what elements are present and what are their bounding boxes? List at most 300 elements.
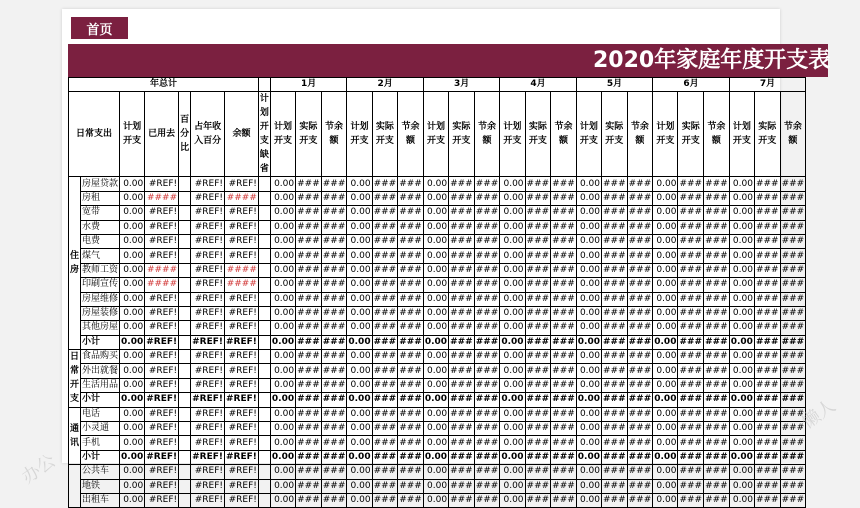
month-actual-value[interactable]: ###: [372, 465, 398, 479]
month-save-value[interactable]: ###: [551, 206, 577, 220]
month-actual-value[interactable]: ###: [602, 306, 628, 320]
balance-value[interactable]: #REF!: [225, 177, 259, 191]
month-header[interactable]: 3月: [423, 78, 499, 92]
month-plan-header[interactable]: 计划开支: [576, 92, 601, 177]
month-plan-value[interactable]: 0.00: [653, 220, 678, 234]
percent-value[interactable]: [179, 436, 191, 450]
month-save-value[interactable]: ###: [780, 465, 806, 479]
month-save-value[interactable]: ###: [704, 234, 730, 248]
month-save-value[interactable]: ###: [321, 191, 347, 205]
month-plan-header[interactable]: 计划开支: [423, 92, 448, 177]
month-save-value[interactable]: ###: [321, 206, 347, 220]
income-percent-value[interactable]: #REF!: [191, 422, 225, 436]
month-actual-value[interactable]: ###: [449, 263, 475, 277]
used-value[interactable]: #REF!: [145, 177, 179, 191]
month-actual-value[interactable]: ###: [449, 422, 475, 436]
month-save-value[interactable]: ###: [474, 493, 500, 507]
month-plan-value[interactable]: 0.00: [576, 335, 601, 349]
month-actual-value[interactable]: ###: [754, 407, 780, 421]
month-save-value[interactable]: ###: [627, 436, 653, 450]
month-save-value[interactable]: ###: [398, 479, 424, 493]
month-plan-value[interactable]: 0.00: [423, 393, 448, 407]
month-save-value[interactable]: ###: [780, 234, 806, 248]
month-actual-value[interactable]: ###: [296, 450, 322, 464]
month-actual-value[interactable]: ###: [678, 436, 704, 450]
plan-value[interactable]: 0.00: [120, 479, 145, 493]
month-save-value[interactable]: ###: [627, 393, 653, 407]
percent-value[interactable]: [179, 465, 191, 479]
month-plan-value[interactable]: 0.00: [500, 335, 525, 349]
month-actual-value[interactable]: ###: [449, 407, 475, 421]
month-plan-value[interactable]: 0.00: [347, 278, 372, 292]
month-save-value[interactable]: ###: [551, 422, 577, 436]
plan-gap-value[interactable]: [258, 407, 270, 421]
month-save-value[interactable]: ###: [780, 407, 806, 421]
year-total-header[interactable]: 年总计: [69, 78, 259, 92]
month-save-value[interactable]: ###: [398, 493, 424, 507]
item-label[interactable]: 小灵通: [81, 422, 120, 436]
month-save-value[interactable]: ###: [398, 321, 424, 335]
month-actual-value[interactable]: ###: [525, 292, 551, 306]
item-label[interactable]: 印刷宣传: [81, 278, 120, 292]
month-plan-value[interactable]: 0.00: [423, 407, 448, 421]
month-actual-value[interactable]: ###: [602, 234, 628, 248]
month-actual-value[interactable]: ###: [449, 378, 475, 392]
month-actual-value[interactable]: ###: [678, 292, 704, 306]
month-actual-value[interactable]: ###: [525, 378, 551, 392]
month-actual-value[interactable]: ###: [449, 479, 475, 493]
month-actual-value[interactable]: ###: [372, 422, 398, 436]
month-actual-value[interactable]: ###: [372, 249, 398, 263]
month-actual-header[interactable]: 实际开支: [296, 92, 322, 177]
month-actual-value[interactable]: ###: [678, 278, 704, 292]
month-actual-value[interactable]: ###: [372, 335, 398, 349]
month-save-value[interactable]: ###: [474, 479, 500, 493]
month-actual-value[interactable]: ###: [525, 306, 551, 320]
month-actual-value[interactable]: ###: [678, 306, 704, 320]
month-plan-value[interactable]: 0.00: [347, 220, 372, 234]
month-save-value[interactable]: ###: [474, 306, 500, 320]
item-label[interactable]: 电话: [81, 407, 120, 421]
month-actual-value[interactable]: ###: [372, 436, 398, 450]
month-plan-value[interactable]: 0.00: [270, 306, 295, 320]
month-save-value[interactable]: ###: [627, 335, 653, 349]
month-save-value[interactable]: ###: [627, 493, 653, 507]
month-save-value[interactable]: ###: [704, 436, 730, 450]
month-save-value[interactable]: ###: [704, 306, 730, 320]
balance-value[interactable]: #REF!: [225, 321, 259, 335]
month-save-value[interactable]: ###: [551, 350, 577, 364]
month-plan-value[interactable]: 0.00: [270, 350, 295, 364]
income-percent-value[interactable]: #REF!: [191, 450, 225, 464]
month-save-value[interactable]: ###: [704, 335, 730, 349]
used-value[interactable]: ####: [145, 278, 179, 292]
month-save-value[interactable]: ###: [551, 465, 577, 479]
percent-value[interactable]: [179, 321, 191, 335]
month-save-value[interactable]: ###: [704, 292, 730, 306]
plan-value[interactable]: 0.00: [120, 249, 145, 263]
month-actual-value[interactable]: ###: [449, 436, 475, 450]
month-actual-value[interactable]: ###: [296, 378, 322, 392]
month-actual-value[interactable]: ###: [602, 292, 628, 306]
percent-value[interactable]: [179, 249, 191, 263]
balance-value[interactable]: #REF!: [225, 206, 259, 220]
month-actual-value[interactable]: ###: [449, 234, 475, 248]
month-save-value[interactable]: ###: [398, 191, 424, 205]
percent-value[interactable]: [179, 177, 191, 191]
month-actual-value[interactable]: ###: [296, 350, 322, 364]
month-save-value[interactable]: ###: [398, 465, 424, 479]
month-save-value[interactable]: ###: [780, 450, 806, 464]
income-percent-value[interactable]: #REF!: [191, 234, 225, 248]
month-plan-value[interactable]: 0.00: [500, 479, 525, 493]
month-save-value[interactable]: ###: [704, 393, 730, 407]
month-plan-value[interactable]: 0.00: [729, 378, 754, 392]
month-save-value[interactable]: ###: [780, 493, 806, 507]
month-plan-value[interactable]: 0.00: [423, 292, 448, 306]
month-actual-value[interactable]: ###: [602, 393, 628, 407]
month-plan-value[interactable]: 0.00: [500, 206, 525, 220]
used-value[interactable]: #REF!: [145, 321, 179, 335]
month-plan-value[interactable]: 0.00: [270, 335, 295, 349]
month-actual-value[interactable]: ###: [525, 364, 551, 378]
balance-value[interactable]: #REF!: [225, 422, 259, 436]
month-plan-value[interactable]: 0.00: [653, 249, 678, 263]
month-plan-value[interactable]: 0.00: [576, 465, 601, 479]
plan-value[interactable]: 0.00: [120, 234, 145, 248]
month-save-value[interactable]: ###: [704, 321, 730, 335]
plan-gap-value[interactable]: [258, 249, 270, 263]
used-value[interactable]: #REF!: [145, 378, 179, 392]
month-save-value[interactable]: ###: [627, 191, 653, 205]
month-save-value[interactable]: ###: [780, 436, 806, 450]
month-actual-value[interactable]: ###: [602, 422, 628, 436]
month-save-value[interactable]: ###: [627, 263, 653, 277]
month-actual-value[interactable]: ###: [525, 177, 551, 191]
month-plan-value[interactable]: 0.00: [347, 292, 372, 306]
month-actual-value[interactable]: ###: [602, 321, 628, 335]
month-actual-value[interactable]: ###: [525, 321, 551, 335]
month-actual-value[interactable]: ###: [678, 479, 704, 493]
month-actual-value[interactable]: ###: [372, 263, 398, 277]
month-plan-value[interactable]: 0.00: [347, 393, 372, 407]
month-actual-value[interactable]: ###: [449, 306, 475, 320]
month-actual-value[interactable]: ###: [754, 249, 780, 263]
month-save-header[interactable]: 节余额: [398, 92, 424, 177]
subtotal-label[interactable]: 小计: [81, 450, 120, 464]
month-plan-value[interactable]: 0.00: [500, 292, 525, 306]
month-actual-value[interactable]: ###: [372, 234, 398, 248]
month-plan-value[interactable]: 0.00: [729, 422, 754, 436]
month-actual-value[interactable]: ###: [678, 206, 704, 220]
month-actual-value[interactable]: ###: [372, 177, 398, 191]
group-label[interactable]: 日常开支: [69, 350, 81, 408]
month-header[interactable]: 1月: [270, 78, 346, 92]
plan-gap-value[interactable]: [258, 364, 270, 378]
month-actual-value[interactable]: ###: [372, 306, 398, 320]
item-label[interactable]: 房租: [81, 191, 120, 205]
plan-gap-value[interactable]: [258, 220, 270, 234]
month-actual-value[interactable]: ###: [525, 350, 551, 364]
month-save-value[interactable]: ###: [474, 378, 500, 392]
month-plan-value[interactable]: 0.00: [347, 407, 372, 421]
used-value[interactable]: #REF!: [145, 350, 179, 364]
month-plan-value[interactable]: 0.00: [653, 422, 678, 436]
used-value[interactable]: #REF!: [145, 393, 179, 407]
used-value[interactable]: #REF!: [145, 493, 179, 507]
month-plan-value[interactable]: 0.00: [729, 393, 754, 407]
month-actual-value[interactable]: ###: [754, 493, 780, 507]
month-plan-value[interactable]: 0.00: [576, 249, 601, 263]
month-plan-value[interactable]: 0.00: [270, 220, 295, 234]
month-plan-value[interactable]: 0.00: [576, 450, 601, 464]
month-plan-value[interactable]: 0.00: [347, 206, 372, 220]
income-percent-value[interactable]: #REF!: [191, 278, 225, 292]
month-save-value[interactable]: ###: [474, 234, 500, 248]
income-percent-value[interactable]: #REF!: [191, 220, 225, 234]
month-plan-value[interactable]: 0.00: [423, 249, 448, 263]
income-percent-value[interactable]: #REF!: [191, 249, 225, 263]
balance-value[interactable]: #REF!: [225, 493, 259, 507]
month-plan-value[interactable]: 0.00: [729, 364, 754, 378]
used-value[interactable]: #REF!: [145, 436, 179, 450]
item-label[interactable]: 手机: [81, 436, 120, 450]
balance-value[interactable]: #REF!: [225, 364, 259, 378]
plan-gap-value[interactable]: [258, 306, 270, 320]
month-plan-value[interactable]: 0.00: [653, 479, 678, 493]
balance-value[interactable]: #REF!: [225, 306, 259, 320]
month-save-value[interactable]: ###: [780, 177, 806, 191]
month-save-value[interactable]: ###: [551, 450, 577, 464]
income-percent-value[interactable]: #REF!: [191, 335, 225, 349]
month-plan-value[interactable]: 0.00: [423, 206, 448, 220]
month-save-value[interactable]: ###: [780, 220, 806, 234]
month-save-value[interactable]: ###: [398, 234, 424, 248]
month-plan-value[interactable]: 0.00: [500, 321, 525, 335]
month-actual-value[interactable]: ###: [602, 479, 628, 493]
subtotal-label[interactable]: 小计: [81, 335, 120, 349]
month-save-header[interactable]: 节余额: [321, 92, 347, 177]
month-actual-value[interactable]: ###: [372, 393, 398, 407]
used-value[interactable]: #REF!: [145, 206, 179, 220]
month-actual-header[interactable]: 实际开支: [602, 92, 628, 177]
month-plan-value[interactable]: 0.00: [729, 263, 754, 277]
income-percent-value[interactable]: #REF!: [191, 306, 225, 320]
month-save-value[interactable]: ###: [398, 335, 424, 349]
plan-value[interactable]: 0.00: [120, 350, 145, 364]
month-plan-header[interactable]: 计划开支: [729, 92, 754, 177]
month-save-value[interactable]: ###: [704, 364, 730, 378]
month-save-value[interactable]: ###: [321, 465, 347, 479]
month-actual-value[interactable]: ###: [449, 321, 475, 335]
month-plan-value[interactable]: 0.00: [500, 393, 525, 407]
percent-value[interactable]: [179, 350, 191, 364]
month-plan-value[interactable]: 0.00: [653, 321, 678, 335]
month-save-value[interactable]: ###: [780, 335, 806, 349]
month-plan-value[interactable]: 0.00: [270, 321, 295, 335]
month-plan-value[interactable]: 0.00: [576, 422, 601, 436]
month-plan-value[interactable]: 0.00: [270, 191, 295, 205]
month-actual-value[interactable]: ###: [678, 335, 704, 349]
item-label[interactable]: 房屋装修: [81, 306, 120, 320]
month-actual-value[interactable]: ###: [754, 292, 780, 306]
month-header[interactable]: 2月: [347, 78, 423, 92]
month-actual-value[interactable]: ###: [296, 407, 322, 421]
month-header[interactable]: 6月: [653, 78, 729, 92]
plan-gap-value[interactable]: [258, 422, 270, 436]
month-plan-value[interactable]: 0.00: [423, 378, 448, 392]
month-save-header[interactable]: 节余额: [704, 92, 730, 177]
month-actual-value[interactable]: ###: [296, 465, 322, 479]
income-percent-header[interactable]: 占年收入百分: [191, 92, 225, 177]
month-actual-header[interactable]: 实际开支: [525, 92, 551, 177]
month-plan-value[interactable]: 0.00: [500, 234, 525, 248]
month-plan-value[interactable]: 0.00: [653, 493, 678, 507]
month-plan-value[interactable]: 0.00: [270, 407, 295, 421]
month-header[interactable]: 5月: [576, 78, 652, 92]
month-save-value[interactable]: ###: [780, 306, 806, 320]
month-save-value[interactable]: ###: [551, 407, 577, 421]
month-plan-value[interactable]: 0.00: [576, 493, 601, 507]
month-save-value[interactable]: ###: [474, 422, 500, 436]
income-percent-value[interactable]: #REF!: [191, 177, 225, 191]
month-actual-value[interactable]: ###: [602, 191, 628, 205]
balance-value[interactable]: ####: [225, 263, 259, 277]
month-save-value[interactable]: ###: [627, 206, 653, 220]
income-percent-value[interactable]: #REF!: [191, 263, 225, 277]
month-plan-value[interactable]: 0.00: [423, 450, 448, 464]
month-plan-value[interactable]: 0.00: [500, 177, 525, 191]
month-actual-value[interactable]: ###: [525, 335, 551, 349]
balance-value[interactable]: #REF!: [225, 479, 259, 493]
month-plan-value[interactable]: 0.00: [653, 177, 678, 191]
month-save-value[interactable]: ###: [321, 278, 347, 292]
percent-value[interactable]: [179, 422, 191, 436]
month-plan-value[interactable]: 0.00: [500, 465, 525, 479]
month-actual-value[interactable]: ###: [754, 321, 780, 335]
month-plan-value[interactable]: 0.00: [653, 465, 678, 479]
month-save-value[interactable]: ###: [551, 306, 577, 320]
month-save-value[interactable]: ###: [627, 278, 653, 292]
month-actual-value[interactable]: ###: [678, 191, 704, 205]
month-actual-value[interactable]: ###: [754, 350, 780, 364]
percent-value[interactable]: [179, 493, 191, 507]
month-actual-value[interactable]: ###: [372, 407, 398, 421]
used-value[interactable]: #REF!: [145, 292, 179, 306]
balance-value[interactable]: #REF!: [225, 450, 259, 464]
plan-value[interactable]: 0.00: [120, 191, 145, 205]
month-actual-value[interactable]: ###: [449, 350, 475, 364]
balance-value[interactable]: ####: [225, 191, 259, 205]
month-actual-value[interactable]: ###: [678, 407, 704, 421]
month-plan-value[interactable]: 0.00: [270, 206, 295, 220]
month-save-header[interactable]: 节余额: [627, 92, 653, 177]
month-plan-value[interactable]: 0.00: [576, 436, 601, 450]
month-save-value[interactable]: ###: [704, 206, 730, 220]
month-save-value[interactable]: ###: [780, 278, 806, 292]
month-actual-value[interactable]: ###: [372, 206, 398, 220]
month-actual-value[interactable]: ###: [372, 191, 398, 205]
month-plan-value[interactable]: 0.00: [500, 306, 525, 320]
month-plan-value[interactable]: 0.00: [576, 278, 601, 292]
used-value[interactable]: ####: [145, 191, 179, 205]
month-plan-value[interactable]: 0.00: [270, 465, 295, 479]
month-save-value[interactable]: ###: [704, 465, 730, 479]
month-save-value[interactable]: ###: [551, 220, 577, 234]
balance-value[interactable]: #REF!: [225, 249, 259, 263]
plan-gap-value[interactable]: [258, 278, 270, 292]
month-save-value[interactable]: ###: [627, 249, 653, 263]
percent-value[interactable]: [179, 393, 191, 407]
percent-value[interactable]: [179, 378, 191, 392]
month-save-value[interactable]: ###: [474, 350, 500, 364]
month-actual-value[interactable]: ###: [678, 364, 704, 378]
income-percent-value[interactable]: #REF!: [191, 378, 225, 392]
month-plan-value[interactable]: 0.00: [423, 422, 448, 436]
month-actual-value[interactable]: ###: [372, 292, 398, 306]
plan-gap-value[interactable]: [258, 191, 270, 205]
item-label[interactable]: 公共车: [81, 465, 120, 479]
income-percent-value[interactable]: #REF!: [191, 321, 225, 335]
month-plan-value[interactable]: 0.00: [423, 177, 448, 191]
month-plan-value[interactable]: 0.00: [270, 422, 295, 436]
month-actual-value[interactable]: ###: [602, 450, 628, 464]
month-save-value[interactable]: ###: [551, 436, 577, 450]
month-plan-value[interactable]: 0.00: [270, 234, 295, 248]
percent-value[interactable]: [179, 292, 191, 306]
month-plan-value[interactable]: 0.00: [653, 191, 678, 205]
balance-value[interactable]: #REF!: [225, 465, 259, 479]
month-plan-value[interactable]: 0.00: [729, 278, 754, 292]
used-value[interactable]: #REF!: [145, 450, 179, 464]
month-actual-value[interactable]: ###: [602, 220, 628, 234]
plan-value[interactable]: 0.00: [120, 263, 145, 277]
month-actual-value[interactable]: ###: [525, 249, 551, 263]
month-plan-value[interactable]: 0.00: [423, 479, 448, 493]
month-plan-value[interactable]: 0.00: [270, 278, 295, 292]
month-actual-value[interactable]: ###: [372, 364, 398, 378]
used-value[interactable]: #REF!: [145, 465, 179, 479]
month-actual-value[interactable]: ###: [754, 306, 780, 320]
month-actual-value[interactable]: ###: [602, 177, 628, 191]
month-save-value[interactable]: ###: [321, 350, 347, 364]
month-actual-value[interactable]: ###: [296, 306, 322, 320]
month-actual-value[interactable]: ###: [754, 364, 780, 378]
month-save-value[interactable]: ###: [551, 191, 577, 205]
month-save-value[interactable]: ###: [398, 378, 424, 392]
month-plan-value[interactable]: 0.00: [500, 422, 525, 436]
plan-gap-value[interactable]: [258, 465, 270, 479]
month-save-value[interactable]: ###: [627, 422, 653, 436]
plan-value[interactable]: 0.00: [120, 292, 145, 306]
month-actual-value[interactable]: ###: [296, 206, 322, 220]
month-plan-value[interactable]: 0.00: [270, 364, 295, 378]
month-actual-value[interactable]: ###: [678, 465, 704, 479]
month-actual-value[interactable]: ###: [754, 191, 780, 205]
month-actual-value[interactable]: ###: [525, 234, 551, 248]
month-plan-value[interactable]: 0.00: [500, 493, 525, 507]
month-actual-value[interactable]: ###: [678, 378, 704, 392]
month-plan-value[interactable]: 0.00: [576, 479, 601, 493]
month-plan-value[interactable]: 0.00: [729, 350, 754, 364]
month-plan-value[interactable]: 0.00: [347, 465, 372, 479]
item-label[interactable]: 房屋贷款: [81, 177, 120, 191]
month-save-value[interactable]: ###: [398, 436, 424, 450]
balance-value[interactable]: #REF!: [225, 436, 259, 450]
item-label[interactable]: 房屋维修: [81, 292, 120, 306]
used-value[interactable]: #REF!: [145, 422, 179, 436]
month-plan-value[interactable]: 0.00: [500, 263, 525, 277]
